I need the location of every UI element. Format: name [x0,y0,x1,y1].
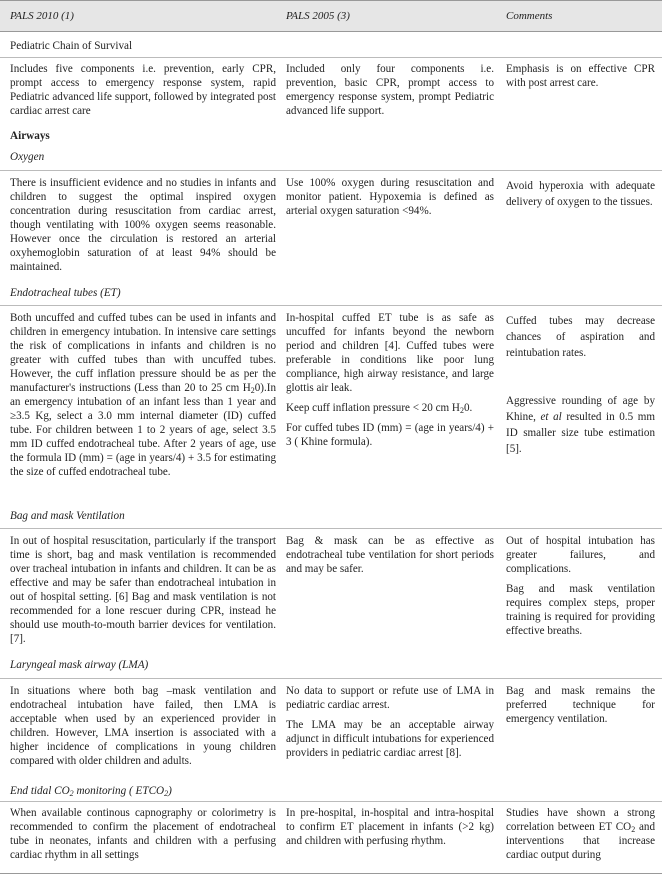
chain-comment: Emphasis is on effective CPR with post arrest care. [506,63,655,89]
section-chain-of-survival: Pediatric Chain of Survival [10,40,133,52]
etco2-comment: Studies have shown a strong correlation between ET $CO_2$ and interventions that increase cardiac output during [506,807,656,861]
section-lma: Laryngeal mask airway (LMA) [10,659,149,671]
lma-pals2010: In situations where both bag –mask ventilation and endotracheal intubation have failed, then LMA is acceptable when used by an experienced provider in children. However, LMA insertion is associated with a higher incidence of complications in young children compared with older children and adults. [10,685,276,767]
section-oxygen: Oxygen [10,151,45,163]
bag-pals2005: Bag & mask can be as effective as endotracheal tube ventilation for short periods and may be safer. [286,535,494,575]
et-pals2005: In-hospital cuffed ET tube is as safe as uncuffed for infants beyond the newborn period and children [4]. Cuffed tubes were preferable in conditions like poor lung compliance, high airway resistance, and large glottis air leak. Keep cuff inflation pressure < 20 cm $H_20$. For cuffed tubes ID (mm) = (age in years/4) + 3 ( Khine formula). [286,312,494,448]
lma-pals2005: No data to support or refute use of LMA in pediatric cardiac arrest. The LMA may be an acceptable airway adjunct in difficult intubations for experienced providers in pediatric cardiac arrest [8]. [286,685,494,759]
row-divider [0,528,662,529]
section-endotracheal-tubes: Endotracheal tubes (ET) [10,287,121,299]
row-divider [0,678,662,679]
et-pals2010: Both uncuffed and cuffed tubes can be used in infants and children in emergency intubation. In intensive care settings the risk of complications in infants and children is no greater with cuffed tubes than with uncuffed tubes. However, the cuff inflation pressure should be as per the manufacturer's instructions (Less than 20 to 25 cm $H_20).In$ an emergency intubation of an infant less than 1 year and ≥3.5 Kg, select a 3.0 mm internal diameter (ID) cuffed tube. For children between 1 to 2 years of age, select 3.5 mm ID cuffed endotracheal tube. After 2 years of age, use the formula ID (mm) = (age in years/4) + 3.5 for estimating the size of cuffed endotracheal tube. [10,312,276,478]
row-divider [0,170,662,171]
row-divider [0,57,662,58]
bottom-rule [0,873,662,874]
oxygen-pals2010: There is insufficient evidence and no studies in infants and children to suggest the optimal inspired oxygen concentration during resuscitation from cardiac arrest, though ventilating with 100% oxygen seems reasonable. However once the circulation is restored an arterial oxyhemoglobin saturation of at least 94% should be maintained. [10,177,276,273]
chain-pals2010: Includes five components i.e. prevention, early CPR, prompt access to emergency response system, rapid Pediatric advanced life support, followed by integrated post cardiac arrest care [10,63,276,117]
oxygen-comment: Avoid hyperoxia with adequate delivery of oxygen to the tissues. [506,180,655,208]
header-comments: Comments [506,10,553,22]
table-header [0,0,662,32]
row-divider [0,801,662,802]
section-bag-and-mask: Bag and mask Ventilation [10,510,125,522]
oxygen-pals2005: Use 100% oxygen during resuscitation and monitor patient. Hypoxemia is defined as arterial oxygen saturation <94%. [286,177,494,217]
section-airways: Airways [10,130,50,142]
chain-pals2005: Included only four components i.e. prevention, basic CPR, prompt access to emergency response system, prompt Pediatric advanced life support. [286,63,494,117]
bag-pals2010: In out of hospital resuscitation, particularly if the transport time is short, bag and mask ventilation is recommended over tracheal intubation in infants and children. It can be as effective and may be safer than endotracheal intubation in out of hospital setting. [6] Bag and mask ventilation is not recommended for a lone rescuer during CPR, instead he should use mouth-to-mouth barrier devices for ventilation. [7]. [10,535,276,645]
et-comment: Cuffed tubes may decrease chances of aspiration and reintubation rates. Aggressive rounding of age by Khine, et al resulted in 0.5 mm ID smaller size tube estimation [5]. [506,315,655,455]
header-pals-2010: PALS 2010 (1) [10,10,74,22]
row-divider [0,305,662,306]
lma-comment: Bag and mask remains the preferred technique for emergency ventilation. [506,685,655,725]
header-pals-2005: PALS 2005 (3) [286,10,350,22]
bag-comment: Out of hospital intubation has greater failures, and complications. Bag and mask ventilation requires complex steps, proper training is required for providing effective breaths. [506,535,655,637]
etco2-pals2010: When available continous capnography or colorimetry is recommended to confirm the placement of endotracheal tube in neonates, infants and children with a perfusing cardiac rhythm in all settings [10,807,276,861]
section-etco2: End tidal $CO_2$ monitoring ( $ETCO_2$) [10,785,172,798]
etco2-pals2005: In pre-hospital, in-hospital and intra-hospital to confirm ET placement in infants (>2 kg) and children with perfusing rhythm. [286,807,494,847]
